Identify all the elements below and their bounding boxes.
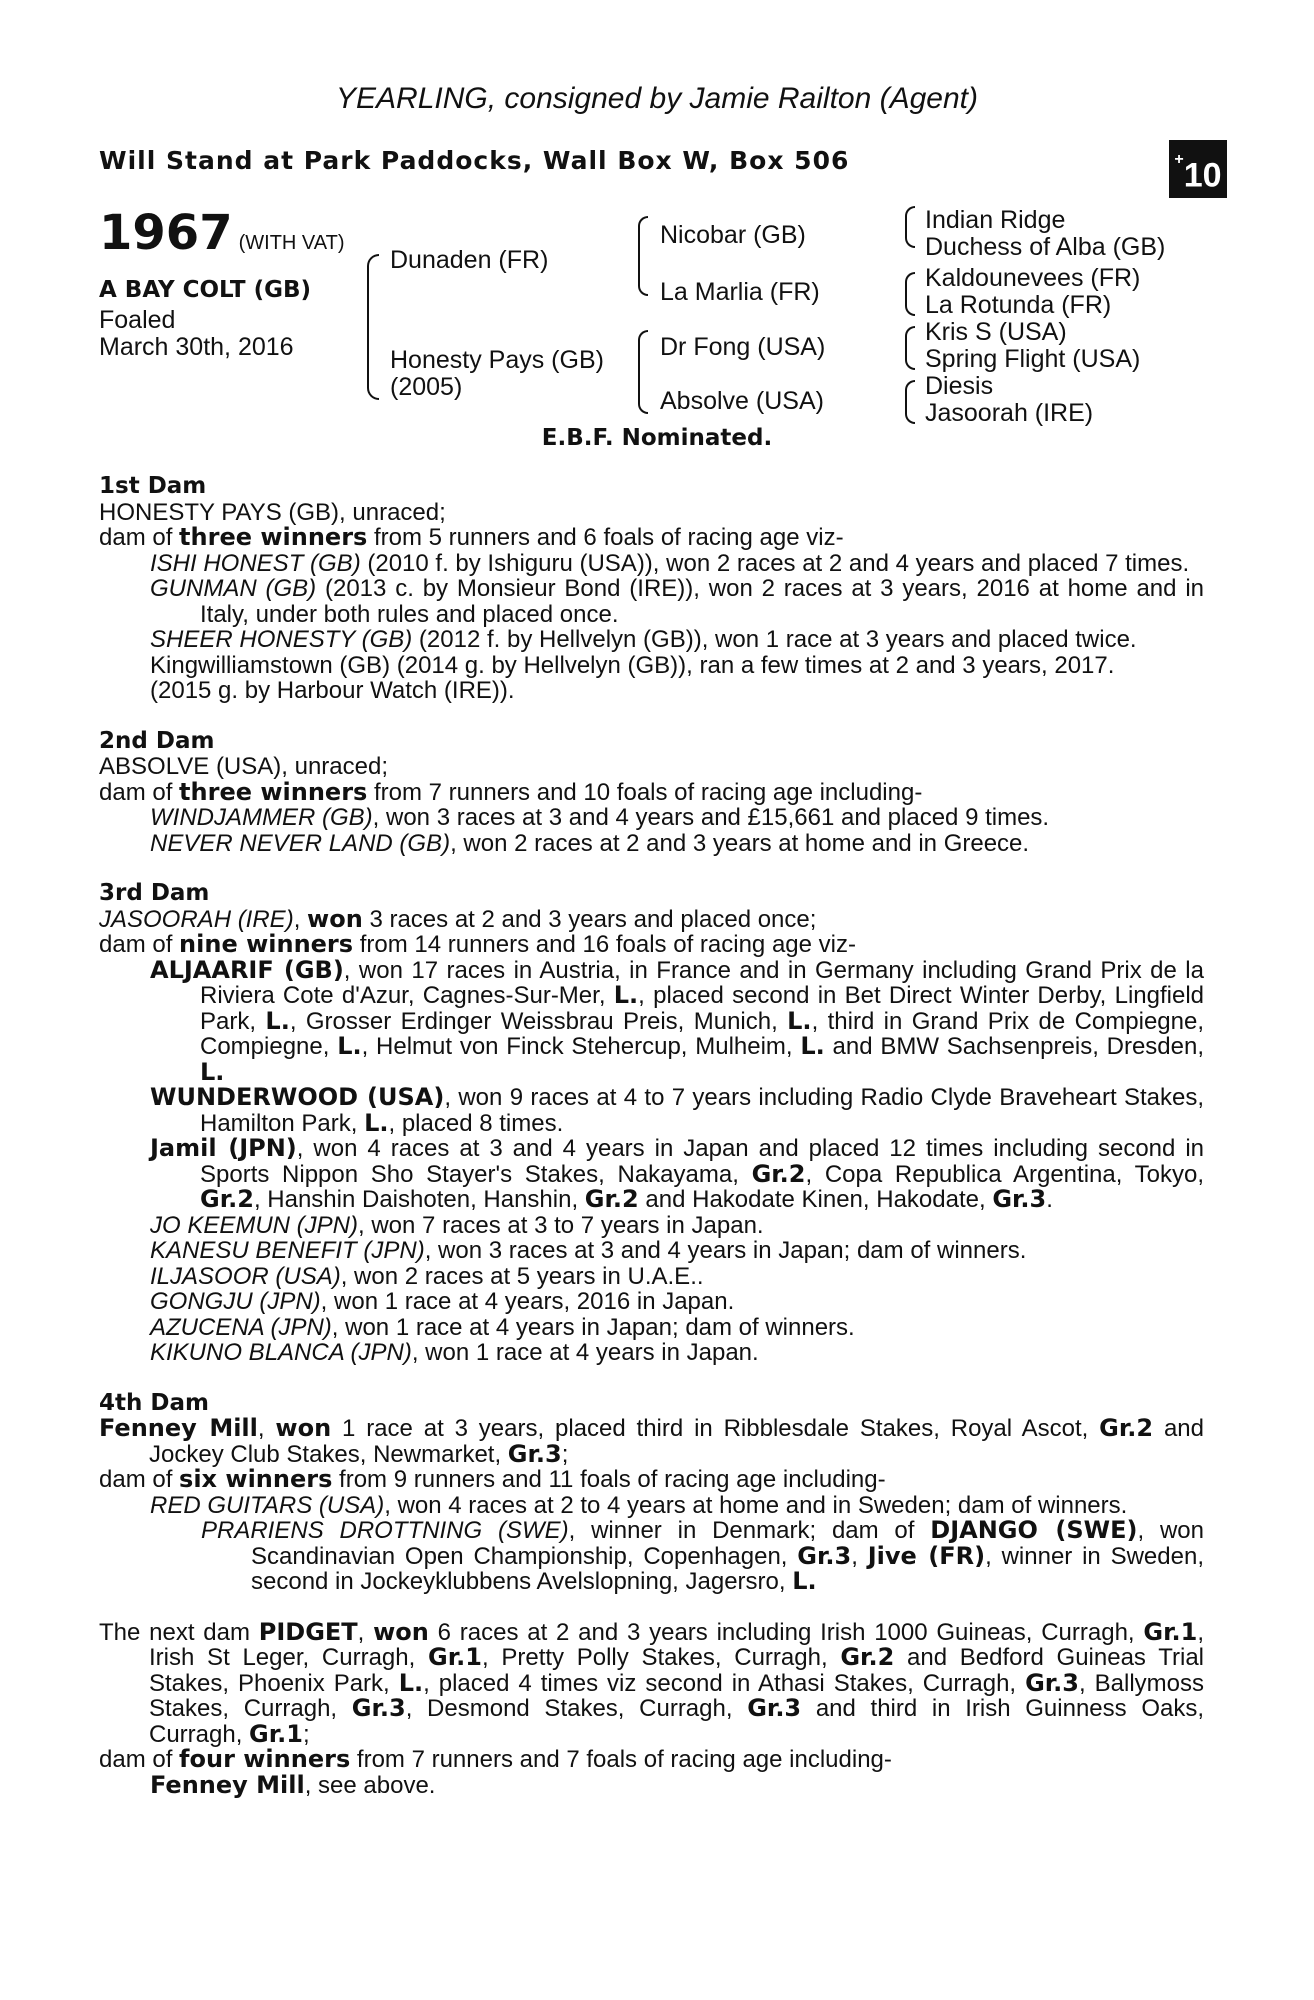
- progeny-entry: (2015 g. by Harbour Watch (IRE)).: [150, 677, 515, 704]
- text: , Hanshin Daishoten, Hanshin,: [253, 1186, 585, 1213]
- progeny-record: (2010 f. by Ishiguru (USA)), won 2 races at 2 and 4 years and placed 7 times.: [360, 549, 1190, 577]
- text: 6 races at 2 and 3 years including Irish 1000 Guineas, Curragh,: [428, 1618, 1144, 1646]
- text: , placed 4 times viz second in Athasi Stakes, Curragh,: [423, 1669, 1026, 1697]
- text: , winner in Sweden, second in Jockeyklubbens Avelslopning, Jagersro,: [251, 1542, 1204, 1595]
- lot-number-line: [99, 205, 345, 261]
- grade: Gr.1: [249, 1719, 303, 1748]
- grade: L.: [613, 981, 639, 1009]
- progeny-entry: [99, 805, 1204, 831]
- spacer: [99, 704, 1204, 729]
- grade: L.: [800, 1032, 825, 1060]
- text: , third in Grand Prix de Compiegne, Compiegne,: [200, 1007, 1205, 1060]
- summary-text: dam of: [99, 1746, 180, 1773]
- progeny-entry: [99, 1493, 1204, 1519]
- dam-name: JASOORAH (IRE): [99, 905, 294, 933]
- brace-g4: [905, 380, 915, 424]
- progeny-name: Jamil (JPN): [150, 1134, 297, 1162]
- progeny-name: ISHI HONEST (GB): [150, 549, 361, 577]
- progeny-name: GUNMAN (GB): [150, 575, 317, 602]
- text: ;: [561, 1440, 569, 1468]
- third-dam-heading: 3rd Dam: [99, 880, 210, 906]
- fourth-dam-heading: 4th Dam: [99, 1389, 209, 1416]
- progeny-entry: Kingwilliamstown (GB) (2014 g. by Hellvelyn (GB)), ran a few times at 2 and 3 years, 2017.: [150, 651, 1115, 679]
- brace-sire-parents: [638, 216, 648, 296]
- progeny-name: NEVER NEVER LAND (GB): [150, 829, 451, 857]
- text: and BMW Sachsenpreis, Dresden,: [824, 1033, 1205, 1060]
- spacer: [99, 1366, 1204, 1391]
- text: .: [1046, 1186, 1053, 1213]
- progeny-entry: [99, 1289, 1204, 1315]
- winners-count: four winners: [179, 1745, 351, 1773]
- dd-sire: Diesis: [925, 372, 994, 400]
- ss-sire: Indian Ridge: [925, 206, 1066, 234]
- text: and Jockey Club Stakes, Newmarket,: [149, 1415, 1204, 1468]
- progeny-record: , won 2 races at 2 and 3 years at home and in Greece.: [450, 829, 1030, 857]
- text: , Irish St Leger, Curragh,: [149, 1618, 1204, 1671]
- progeny-entry: [99, 1238, 1204, 1264]
- grade: Gr.2: [584, 1185, 639, 1213]
- progeny-name: WUNDERWOOD (USA): [150, 1083, 445, 1111]
- badge-number: 10: [1183, 156, 1222, 195]
- sep: ,: [293, 905, 308, 933]
- second-dam-summary: [99, 777, 1204, 806]
- progeny-name: AZUCENA (JPN): [150, 1313, 332, 1341]
- fourth-dam-line: [99, 1416, 1204, 1467]
- won-label: won: [373, 1617, 429, 1646]
- dam-sire: Dr Fong (USA): [660, 333, 826, 361]
- winners-count: three winners: [179, 523, 368, 551]
- grade: L.: [792, 1567, 817, 1595]
- progeny-entry: [99, 551, 1204, 577]
- consignor-header: YEARLING, consigned by Jamie Railton (Agent): [336, 82, 978, 115]
- progeny-name: Jive (FR): [867, 1541, 986, 1570]
- foaled-label: Foaled: [99, 306, 176, 334]
- sep: ,: [257, 1415, 276, 1442]
- progeny-name: WINDJAMMER (GB): [150, 804, 373, 831]
- grade: Gr.3: [351, 1694, 406, 1722]
- next-dam-line: [99, 1617, 1205, 1748]
- grade: Gr.3: [507, 1439, 562, 1468]
- grade: Gr.2: [200, 1185, 254, 1213]
- progeny-name: PRARIENS DROTTNING (SWE): [201, 1517, 569, 1544]
- spacer: [99, 856, 1204, 881]
- grade: Gr.2: [840, 1643, 895, 1671]
- progeny-entry: [99, 1315, 1204, 1341]
- dam-name: Fenney Mill: [99, 1414, 258, 1442]
- second-dam-line: ABSOLVE (USA), unraced;: [99, 753, 389, 780]
- progeny-entry: [99, 1340, 1204, 1366]
- dam: Honesty Pays (GB): [390, 346, 604, 374]
- progeny-record: , won 1 race at 4 years in Japan; dam of winners.: [331, 1313, 855, 1341]
- text: , Pretty Polly Stakes, Curragh,: [481, 1644, 841, 1671]
- grade: Gr.2: [751, 1159, 806, 1188]
- progeny-entry: [99, 576, 1204, 627]
- text: , Copa Republica Argentina, Tokyo,: [805, 1160, 1204, 1188]
- ds-sire: Kris S (USA): [925, 318, 1067, 346]
- third-dam-line: [99, 904, 1204, 933]
- progeny-entry: [99, 955, 1205, 1086]
- summary-text: from 14 runners and 16 foals of racing age viz-: [353, 931, 856, 958]
- grade: L.: [200, 1057, 225, 1086]
- grade: Gr.3: [797, 1541, 852, 1570]
- ds-dam: Spring Flight (USA): [925, 345, 1141, 373]
- progeny-name: RED GUITARS (USA): [150, 1491, 385, 1519]
- brace-g1: [905, 206, 915, 248]
- summary-text: from 5 runners and 6 foals of racing age viz-: [367, 524, 844, 551]
- text: ,: [851, 1542, 868, 1570]
- sep: ,: [357, 1618, 374, 1646]
- lot-title: A BAY COLT (GB): [99, 277, 312, 303]
- brace-g2: [905, 272, 915, 316]
- grade: Gr.3: [747, 1694, 802, 1722]
- dam-dam: Absolve (USA): [660, 387, 824, 415]
- badge-plus: +: [1174, 151, 1184, 168]
- progeny-record: , won 7 races at 3 to 7 years in Japan.: [358, 1211, 764, 1239]
- sire-sire: Nicobar (GB): [660, 221, 806, 249]
- progeny-record: (2012 f. by Hellvelyn (GB)), won 1 race at 3 years and placed twice.: [412, 626, 1137, 653]
- text: and third in Irish Guinness Oaks, Curragh,: [149, 1695, 1205, 1748]
- progeny-name: Fenney Mill: [150, 1770, 305, 1799]
- sire: Dunaden (FR): [390, 246, 549, 274]
- third-dam-summary: [99, 932, 1204, 958]
- brace-sire-dam: [367, 254, 379, 400]
- spacer: [99, 1595, 1204, 1620]
- text: , Desmond Stakes, Curragh,: [405, 1695, 748, 1722]
- stand-location: Will Stand at Park Paddocks, Wall Box W, Box 506: [99, 146, 850, 175]
- progeny-entry: [99, 1085, 1204, 1136]
- summary-text: from 7 runners and 7 foals of racing age including-: [350, 1746, 892, 1773]
- text: , winner in Denmark; dam of: [568, 1517, 931, 1544]
- progeny-name: DJANGO (SWE): [930, 1516, 1138, 1544]
- progeny-name: ALJAARIF (GB): [150, 955, 344, 984]
- grade: L.: [398, 1668, 424, 1697]
- progeny-record: , won 1 race at 4 years, 2016 in Japan.: [320, 1288, 735, 1315]
- dam-record: 3 races at 2 and 3 years and placed once;: [362, 905, 817, 933]
- summary-text: dam of: [99, 931, 180, 958]
- text: The next dam: [99, 1618, 259, 1646]
- grade: L.: [337, 1032, 362, 1060]
- progeny-entry: [99, 831, 1204, 857]
- text: , won 9 races at 4 to 7 years including Radio Clyde Braveheart Stakes, Hamilton Park,: [200, 1084, 1204, 1137]
- text: , Ballymoss Stakes, Curragh,: [149, 1669, 1204, 1722]
- second-dam-heading: 2nd Dam: [99, 727, 215, 754]
- next-dam-summary: [99, 1747, 1204, 1773]
- text: and Bedford Guineas Trial Stakes, Phoenix Park,: [149, 1644, 1204, 1697]
- text: , won Scandinavian Open Championship, Copenhagen,: [251, 1517, 1204, 1570]
- brace-dam-parents: [638, 330, 648, 414]
- dam-name: PIDGET: [258, 1617, 358, 1646]
- text: , placed second in Bet Direct Winter Derby, Lingfield Park,: [200, 982, 1204, 1035]
- grade: L.: [787, 1006, 812, 1035]
- dd-dam: Jasoorah (IRE): [925, 399, 1094, 427]
- progeny-name: ILJASOOR (USA): [150, 1262, 341, 1290]
- text: , Helmut von Finck Stehercup, Mulheim,: [361, 1033, 801, 1060]
- vat-note: (WITH VAT): [238, 232, 345, 254]
- won-label: won: [307, 904, 363, 933]
- lot-number: 1967: [99, 205, 233, 261]
- progeny-name: SHEER HONESTY (GB): [150, 626, 413, 653]
- winners-count: six winners: [179, 1465, 333, 1493]
- progeny-name: KANESU BENEFIT (JPN): [150, 1237, 425, 1264]
- foaled-date: March 30th, 2016: [99, 333, 294, 361]
- progeny-name: KIKUNO BLANCA (JPN): [150, 1339, 412, 1366]
- grade: Gr.2: [1099, 1414, 1154, 1442]
- grade: Gr.3: [992, 1185, 1047, 1213]
- text: and Hakodate Kinen, Hakodate,: [638, 1186, 993, 1213]
- winners-count: three winners: [179, 777, 368, 806]
- grade: L.: [265, 1006, 290, 1035]
- text: , placed 8 times.: [388, 1109, 564, 1137]
- progeny-entry: [99, 1264, 1204, 1290]
- ss-dam: Duchess of Alba (GB): [925, 233, 1166, 261]
- dam-year: (2005): [390, 373, 463, 401]
- progeny-entry: [99, 1213, 1204, 1239]
- grand-progeny-entry: [99, 1518, 1204, 1595]
- sd-dam: La Rotunda (FR): [925, 291, 1112, 319]
- progeny-record: , won 3 races at 3 and 4 years and £15,661 and placed 9 times.: [372, 804, 1050, 831]
- grade: Gr.3: [1025, 1668, 1079, 1697]
- progeny-record: , won 3 races at 3 and 4 years in Japan; dam of winners.: [424, 1237, 1027, 1264]
- sire-dam: La Marlia (FR): [660, 278, 820, 306]
- progeny-record: , see above.: [304, 1771, 436, 1799]
- text: ;: [302, 1720, 310, 1748]
- progeny-record: , won 4 races at 2 to 4 years at home and in Sweden; dam of winners.: [384, 1491, 1128, 1519]
- summary-text: from 7 runners and 10 foals of racing age including-: [367, 778, 923, 806]
- first-dam-heading: 1st Dam: [99, 473, 207, 499]
- page-badge: [1169, 140, 1227, 198]
- progeny-entry: [99, 1770, 1204, 1799]
- won-label: won: [275, 1414, 332, 1442]
- summary-text: dam of: [99, 524, 180, 551]
- text: , won 4 races at 3 and 4 years in Japan and placed 12 times including second in Sports Nippon Sho Stayer's Stakes, Nakayama,: [200, 1135, 1205, 1188]
- first-dam-summary: [99, 525, 1204, 551]
- progeny-record: , won 1 race at 4 years in Japan.: [411, 1339, 759, 1366]
- summary-text: dam of: [99, 1466, 180, 1493]
- progeny-record: , won 2 races at 5 years in U.A.E..: [340, 1262, 704, 1290]
- ebf-nomination: E.B.F. Nominated.: [541, 425, 773, 451]
- winners-count: nine winners: [179, 930, 354, 958]
- summary-text: from 9 runners and 11 foals of racing age including-: [332, 1466, 886, 1493]
- first-dam-line: HONESTY PAYS (GB), unraced;: [99, 498, 446, 526]
- progeny-record: (2013 c. by Monsieur Bond (IRE)), won 2 races at 3 years, 2016 at home and in Italy, under both rules and placed once.: [200, 575, 1204, 628]
- fourth-dam-summary: [99, 1467, 1204, 1493]
- progeny-name: JO KEEMUN (JPN): [150, 1211, 359, 1239]
- text: , won 17 races in Austria, in France and in Germany including Grand Prix de la Riviera Cote d'Azur, Cagnes-Sur-Mer,: [200, 956, 1204, 1009]
- progeny-entry: [99, 1136, 1204, 1213]
- progeny-name: GONGJU (JPN): [150, 1288, 321, 1315]
- text: , Grosser Erdinger Weissbrau Preis, Munich,: [289, 1007, 788, 1035]
- summary-text: dam of: [99, 778, 180, 806]
- grade: Gr.1: [428, 1643, 482, 1671]
- produce-record: [99, 474, 1204, 1798]
- grade: Gr.1: [1143, 1617, 1198, 1646]
- brace-g3: [905, 326, 915, 370]
- sd-sire: Kaldounevees (FR): [925, 264, 1141, 292]
- grade: L.: [364, 1108, 389, 1137]
- progeny-entry: [99, 627, 1204, 653]
- text: 1 race at 3 years, placed third in Ribblesdale Stakes, Royal Ascot,: [331, 1415, 1100, 1442]
